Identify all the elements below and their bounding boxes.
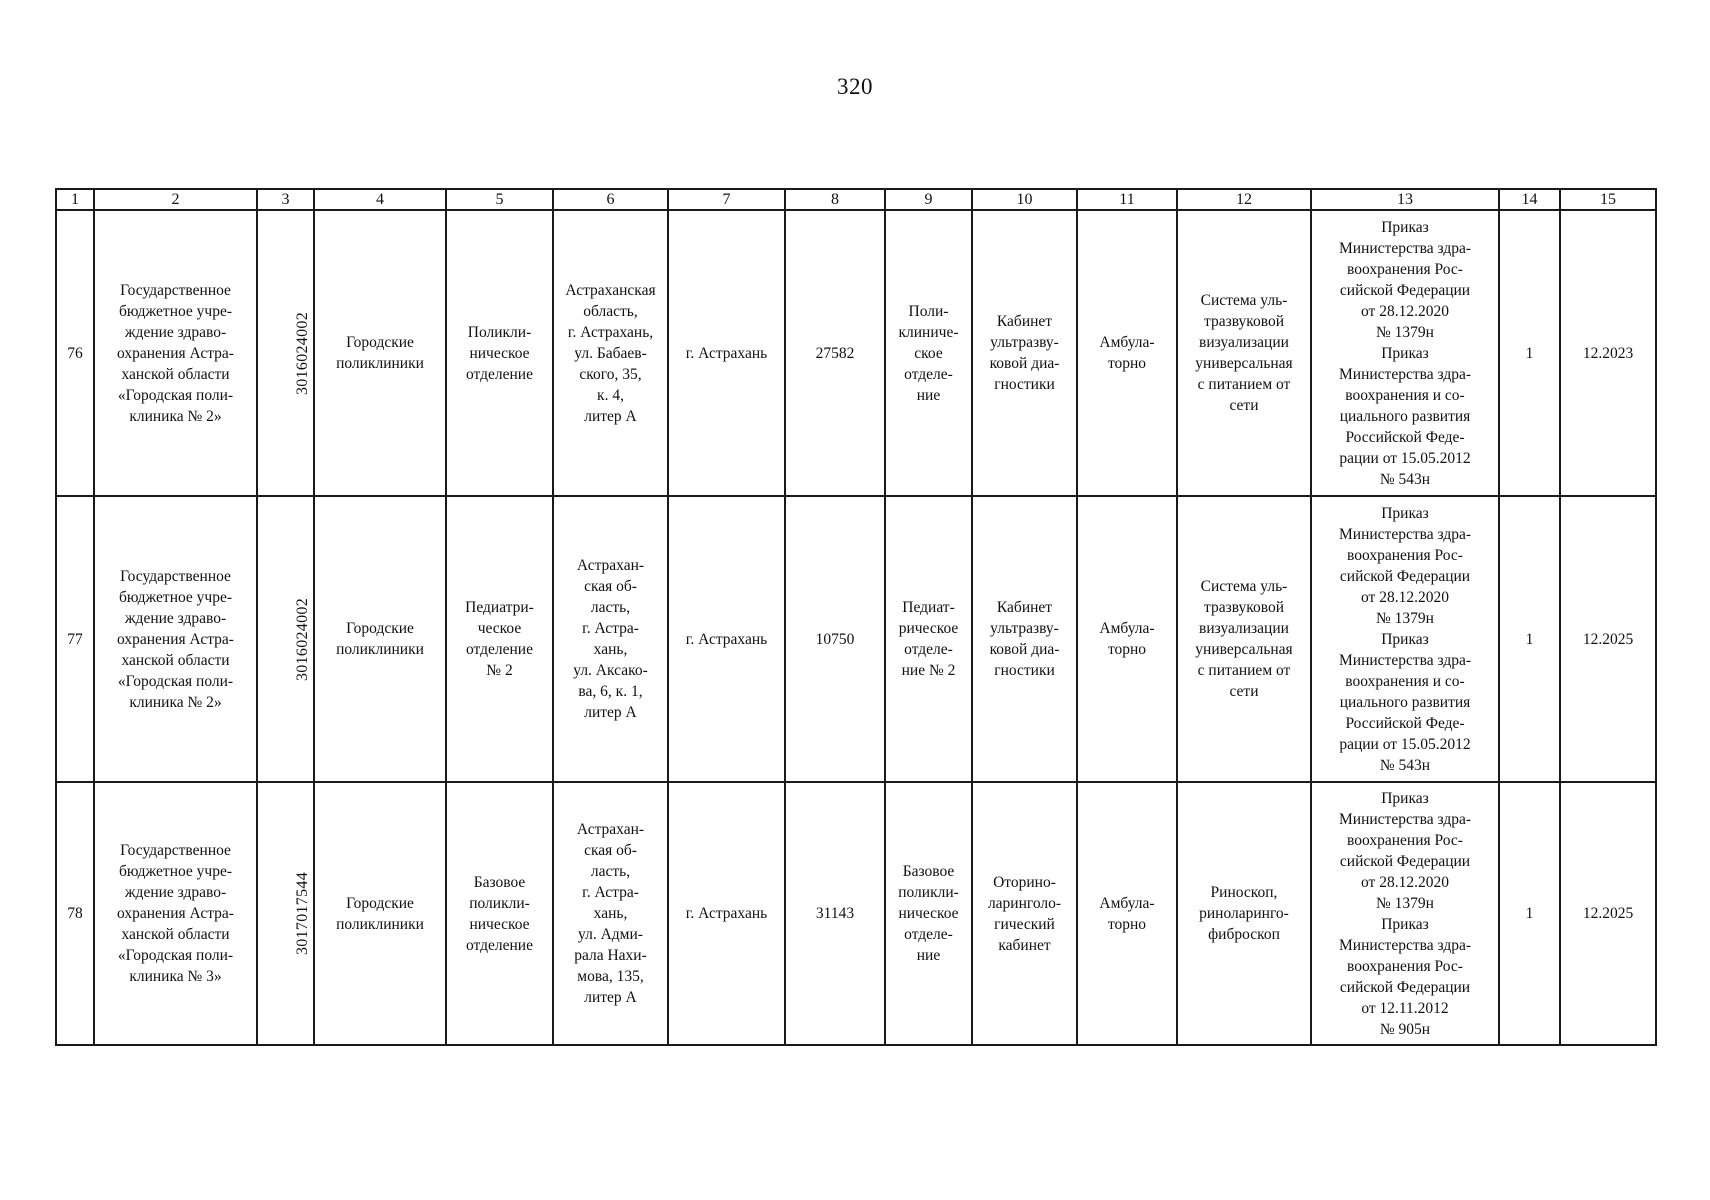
equipment-name: Система уль- тразвуковой визуализации универсальная с питанием от сети bbox=[1177, 496, 1311, 782]
inn-value: 3017017544 bbox=[294, 872, 311, 955]
inn-value: 3016024002 bbox=[294, 597, 311, 681]
regulatory-order: Приказ Министерства здра- воохранения Рос- сийской Федерации от 28.12.2020 № 1379н Приказ Министерства здра- воохранения Рос- сийской Федерации от 12.11.2012 № 905н bbox=[1311, 782, 1499, 1045]
care-type: Амбула- торно bbox=[1077, 782, 1177, 1045]
delivery-date: 12.2025 bbox=[1560, 496, 1656, 782]
care-type: Амбула- торно bbox=[1077, 210, 1177, 496]
room-name: Оторино- ларинголо- гический кабинет bbox=[972, 782, 1077, 1045]
header-cell: 3 bbox=[257, 189, 314, 210]
row-number: 76 bbox=[56, 210, 94, 496]
code: 10750 bbox=[785, 496, 885, 782]
header-cell: 1 bbox=[56, 189, 94, 210]
city: г. Астрахань bbox=[668, 496, 785, 782]
header-cell: 12 bbox=[1177, 189, 1311, 210]
header-cell: 14 bbox=[1499, 189, 1560, 210]
inn-value: 3016024002 bbox=[294, 311, 311, 395]
header-cell: 13 bbox=[1311, 189, 1499, 210]
quantity: 1 bbox=[1499, 782, 1560, 1045]
unit-name: Поли- клиниче- ское отделе- ние bbox=[885, 210, 972, 496]
header-cell: 2 bbox=[94, 189, 257, 210]
inn-cell bbox=[257, 782, 314, 1045]
row-number: 77 bbox=[56, 496, 94, 782]
regulatory-order: Приказ Министерства здра- воохранения Рос- сийской Федерации от 28.12.2020 № 1379н Приказ Министерства здра- воохранения и со- циального развития Российской Феде- рации от 15.05.2012 № 543н bbox=[1311, 210, 1499, 496]
city: г. Астрахань bbox=[668, 210, 785, 496]
address: Астрахан- ская об- ласть, г. Астра- хань, ул. Аксако- ва, 6, к. 1, литер А bbox=[553, 496, 668, 782]
table-row bbox=[56, 210, 1656, 496]
equipment-name: Риноскоп, риноларинго- фиброскоп bbox=[1177, 782, 1311, 1045]
room-name: Кабинет ультразву- ковой диа- гностики bbox=[972, 210, 1077, 496]
equipment-name: Система уль- тразвуковой визуализации универсальная с питанием от сети bbox=[1177, 210, 1311, 496]
quantity: 1 bbox=[1499, 210, 1560, 496]
delivery-date: 12.2025 bbox=[1560, 782, 1656, 1045]
delivery-date: 12.2023 bbox=[1560, 210, 1656, 496]
header-cell: 11 bbox=[1077, 189, 1177, 210]
care-type: Амбула- торно bbox=[1077, 496, 1177, 782]
code: 27582 bbox=[785, 210, 885, 496]
table-row bbox=[56, 496, 1656, 782]
header-cell: 7 bbox=[668, 189, 785, 210]
regulatory-order: Приказ Министерства здра- воохранения Рос- сийской Федерации от 28.12.2020 № 1379н Приказ Министерства здра- воохранения и со- циального развития Российской Феде- рации от 15.05.2012 № 543н bbox=[1311, 496, 1499, 782]
row-number: 78 bbox=[56, 782, 94, 1045]
room-name: Кабинет ультразву- ковой диа- гностики bbox=[972, 496, 1077, 782]
facility-type: Городские поликлиники bbox=[314, 496, 446, 782]
address: Астрахан- ская об- ласть, г. Астра- хань, ул. Адми- рала Нахи- мова, 135, литер А bbox=[553, 782, 668, 1045]
unit-name: Базовое поликли- ническое отделе- ние bbox=[885, 782, 972, 1045]
facility-type: Городские поликлиники bbox=[314, 210, 446, 496]
division-name: Поликли- ническое отделение bbox=[446, 210, 553, 496]
city: г. Астрахань bbox=[668, 782, 785, 1045]
header-cell: 9 bbox=[885, 189, 972, 210]
organization-name: Государственное бюджетное учре- ждение здраво- охранения Астра- ханской области «Городская поли- клиника № 2» bbox=[94, 210, 257, 496]
page-number: 320 bbox=[837, 74, 873, 99]
inn-cell bbox=[257, 496, 314, 782]
facility-type: Городские поликлиники bbox=[314, 782, 446, 1045]
organization-name: Государственное бюджетное учре- ждение здраво- охранения Астра- ханской области «Городская поли- клиника № 3» bbox=[94, 782, 257, 1045]
inn-cell bbox=[257, 210, 314, 496]
column-number-header bbox=[56, 189, 1656, 210]
quantity: 1 bbox=[1499, 496, 1560, 782]
address: Астраханская область, г. Астрахань, ул. Бабаев- ского, 35, к. 4, литер А bbox=[553, 210, 668, 496]
division-name: Базовое поликли- ническое отделение bbox=[446, 782, 553, 1045]
code: 31143 bbox=[785, 782, 885, 1045]
unit-name: Педиат- рическое отделе- ние № 2 bbox=[885, 496, 972, 782]
header-cell: 8 bbox=[785, 189, 885, 210]
equipment-registry-table bbox=[55, 188, 1657, 1046]
organization-name: Государственное бюджетное учре- ждение здраво- охранения Астра- ханской области «Городская поли- клиника № 2» bbox=[94, 496, 257, 782]
header-cell: 10 bbox=[972, 189, 1077, 210]
header-cell: 6 bbox=[553, 189, 668, 210]
division-name: Педиатри- ческое отделение № 2 bbox=[446, 496, 553, 782]
header-cell: 4 bbox=[314, 189, 446, 210]
table-row bbox=[56, 782, 1656, 1045]
header-cell: 5 bbox=[446, 189, 553, 210]
header-cell: 15 bbox=[1560, 189, 1656, 210]
